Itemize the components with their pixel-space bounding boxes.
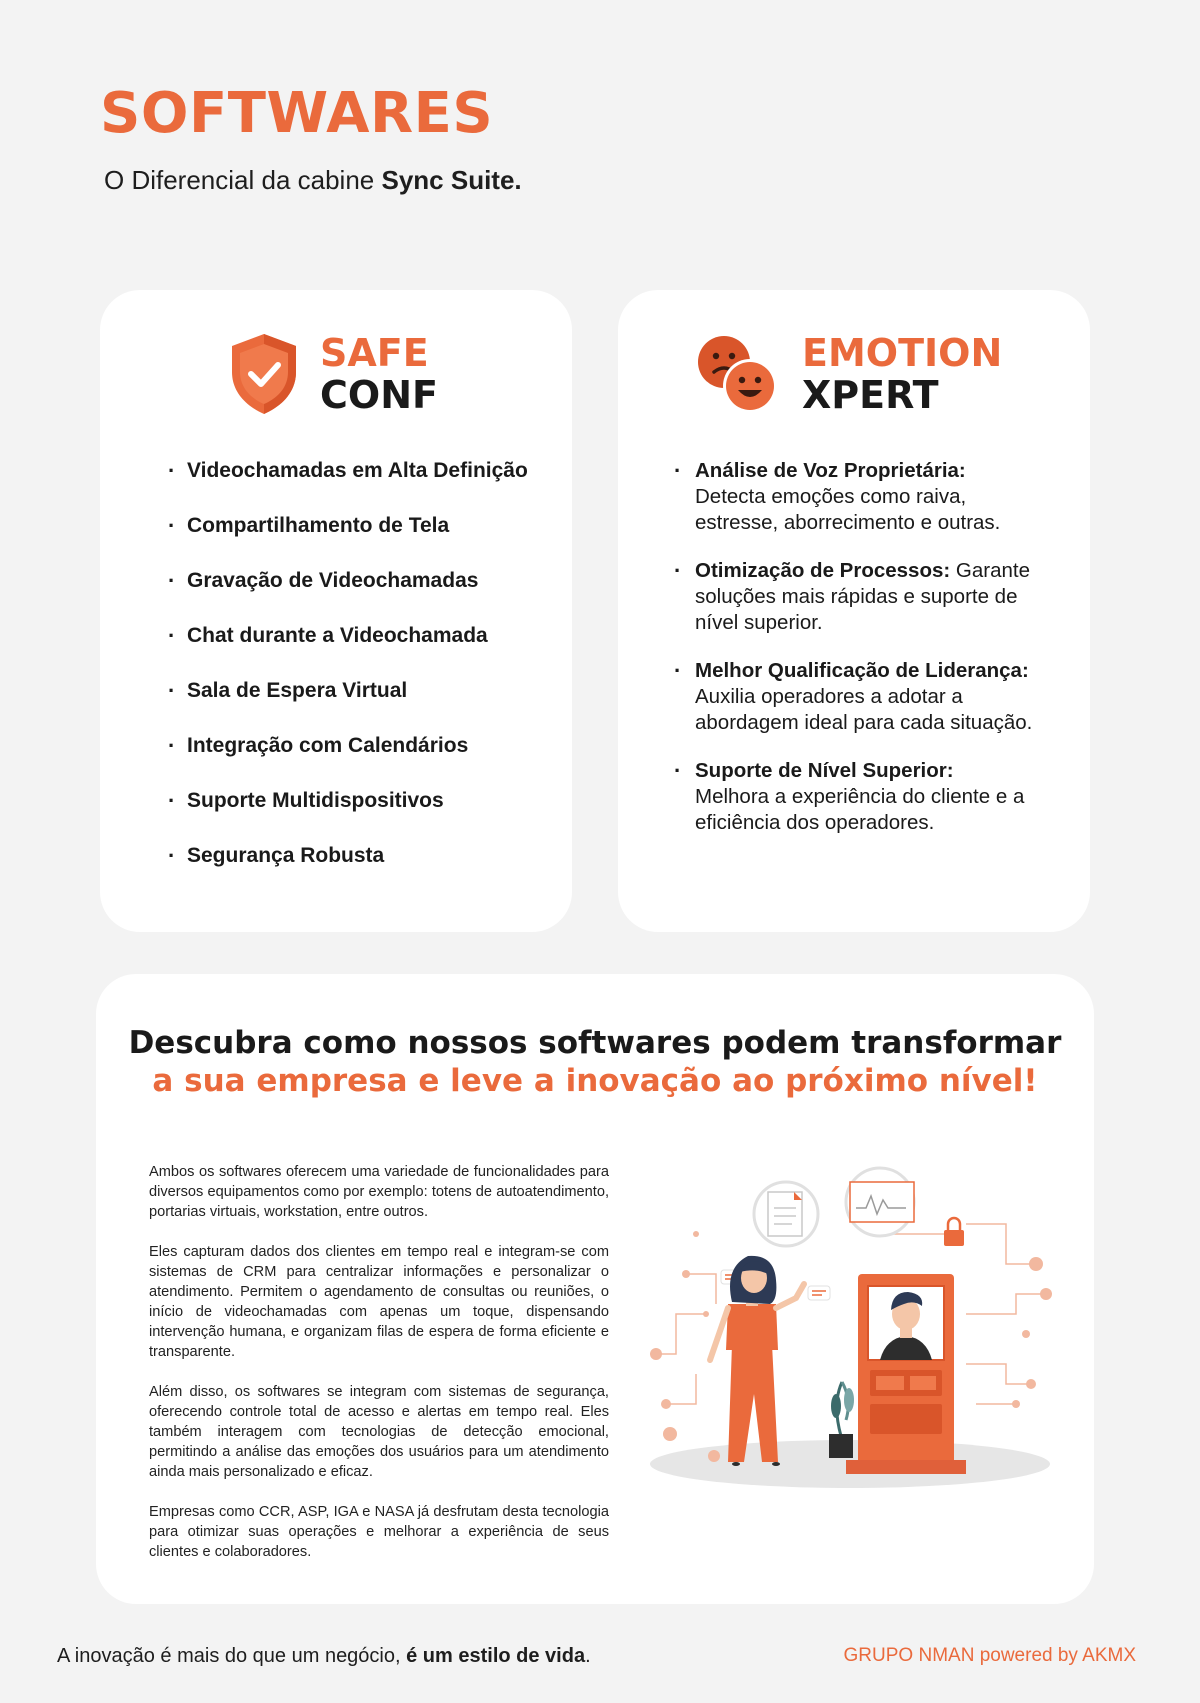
subtitle-prefix: O Diferencial da cabine: [104, 165, 382, 195]
list-item: · Integração com Calendários: [168, 733, 548, 788]
list-item: · Suporte Multidispositivos: [168, 788, 548, 843]
list-item: · Chat durante a Videochamada: [168, 623, 548, 678]
list-item: · Gravação de Videochamadas: [168, 568, 548, 623]
paragraph: Empresas como CCR, ASP, IGA e NASA já desfrutam desta tecnologia para otimizar suas operações e melhorar a experiência de seus clientes e colaboradores.: [149, 1504, 609, 1560]
feature-title: Melhor Qualificação de Liderança:: [695, 659, 1029, 682]
emotion-xpert-name: [802, 331, 1003, 417]
feature-title: Suporte de Nível Superior:: [695, 759, 954, 782]
list-item: · Segurança Robusta: [168, 843, 548, 898]
cta-line2: a sua empresa e leve a inovação ao próximo nível!: [152, 1063, 1038, 1099]
safe-conf-name: [320, 331, 438, 417]
feature-description: Detecta emoções como raiva, estresse, aborrecimento e outras.: [695, 485, 1001, 534]
slogan-suffix: .: [585, 1645, 591, 1667]
footer-brand: GRUPO NMAN powered by AKMX: [843, 1645, 1136, 1666]
body-text: [149, 1162, 609, 1582]
page-title: SOFTWARES: [100, 81, 494, 146]
emotion-xpert-name-line1: EMOTION: [802, 331, 1003, 375]
slogan-prefix: A inovação é mais do que um negócio,: [57, 1645, 407, 1667]
page-subtitle: [104, 166, 522, 195]
paragraph: Eles capturam dados dos clientes em tempo real e integram-se com sistemas de CRM para centralizar informações e personalizar o atendimento. Permitem o agendamento de consultas ou reuniões, o início de videochamadas com apenas um toque, dispensando intervenção humana, e organizam filas de espera de forma eficiente e transparente.: [149, 1244, 609, 1360]
list-item: [674, 758, 1054, 836]
info-card: [96, 974, 1094, 1604]
list-item: [674, 558, 1054, 636]
feature-title: Análise de Voz Proprietária:: [695, 459, 966, 482]
paragraph: Além disso, os softwares se integram com sistemas de segurança, oferecendo controle total de acesso e alertas em tempo real. Eles também interagem com tecnologias de detecção emocional, permitindo a análise das emoções dos usuários para um atendimento ainda mais personalizado e eficaz.: [149, 1384, 609, 1480]
feature-description: Garante soluções mais rápidas e suporte de nível superior.: [695, 559, 1030, 634]
footer-slogan: [57, 1645, 591, 1668]
subtitle-product: Sync Suite.: [381, 165, 522, 195]
list-item: · Compartilhamento de Tela: [168, 513, 548, 568]
safe-conf-name-line2: CONF: [320, 373, 438, 417]
list-item: [674, 658, 1054, 736]
cta-line1: Descubra como nossos softwares podem transformar: [128, 1025, 1062, 1061]
paragraph: Ambos os softwares oferecem uma variedade de funcionalidades para diversos equipamentos como por exemplo: totens de autoatendimento, portarias virtuais, workstation, entre outros.: [149, 1164, 609, 1220]
list-item: · Videochamadas em Alta Definição: [168, 458, 548, 513]
emotion-xpert-header: [696, 332, 1002, 416]
cta-heading: [96, 1024, 1094, 1100]
safe-conf-header: [228, 332, 438, 416]
list-item: · Sala de Espera Virtual: [168, 678, 548, 733]
feature-description: Melhora a experiência do cliente e a eficiência dos operadores.: [695, 785, 1025, 834]
emotion-faces-icon: [696, 332, 778, 416]
safe-conf-feature-list: [168, 458, 548, 898]
slogan-bold: é um estilo de vida: [406, 1645, 586, 1667]
emotion-xpert-name-line2: XPERT: [802, 373, 939, 417]
kiosk-illustration: [636, 1164, 1066, 1494]
safe-conf-card: [100, 290, 572, 932]
emotion-xpert-feature-list: [674, 458, 1054, 858]
feature-description: Auxilia operadores a adotar a abordagem ideal para cada situação.: [695, 685, 1033, 734]
emotion-xpert-card: [618, 290, 1090, 932]
safe-conf-name-line1: SAFE: [320, 331, 429, 375]
feature-title: Otimização de Processos:: [695, 559, 951, 582]
shield-check-icon: [228, 332, 300, 416]
list-item: [674, 458, 1054, 536]
